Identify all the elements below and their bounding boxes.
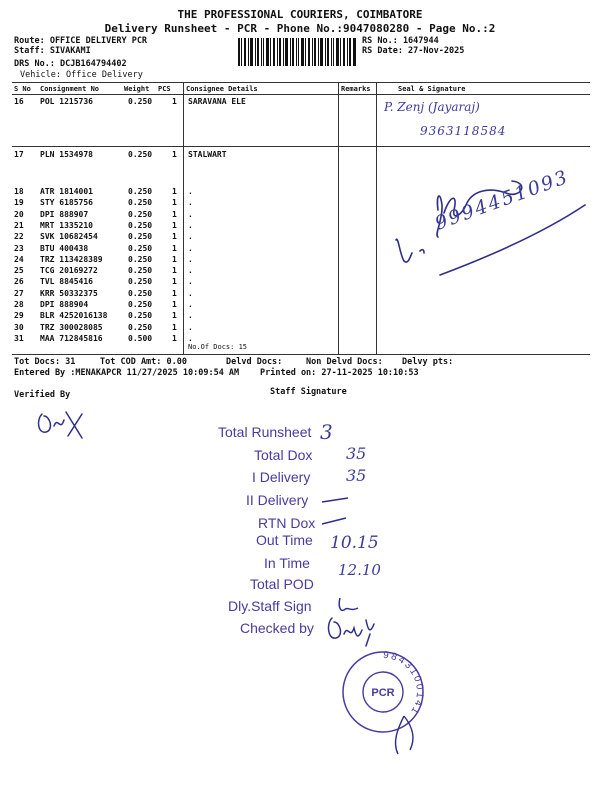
row-weight: 0.250 (128, 232, 153, 242)
row-consignment-no: ATR 1814001 (40, 187, 93, 196)
row-consignment-no: TRZ 300028085 (40, 322, 103, 332)
row-consignment-no: MRT 1335210 (40, 220, 93, 230)
vehicle-label: Vehicle: Office Delivery (20, 70, 143, 80)
row-consignment-no: KRR 50332375 (40, 288, 98, 298)
row-sno: 16 (14, 97, 24, 106)
value-total-runsheet: 3 (320, 420, 333, 444)
stamp-ii-delivery: II Delivery (246, 492, 309, 508)
value-total-dox: 35 (346, 444, 367, 463)
row-pcs: 1 (172, 232, 177, 242)
row-consignee: . (188, 300, 193, 309)
header-weight: Weight (124, 85, 150, 93)
value-rtn-dox-dash (316, 512, 356, 532)
row-pcs: 1 (172, 209, 177, 219)
row-weight: 0.250 (128, 322, 153, 332)
signature-phone-row-16: 9363118584 (420, 124, 507, 138)
value-in-time: 12.10 (338, 561, 381, 579)
signature-phone-row-17: 9994451093 (432, 165, 572, 235)
stamp-checked-by: Checked by (240, 620, 314, 636)
row-consignment-no: PLN 1534978 (40, 150, 93, 159)
delvd-docs: Delvd Docs: (226, 357, 283, 367)
tot-docs: Tot Docs: 31 (14, 357, 76, 367)
row-sno: 29 (14, 311, 24, 321)
row-pcs: 1 (172, 97, 177, 106)
row-sno: 18 (14, 187, 24, 196)
row-pcs: 1 (172, 266, 177, 276)
row-weight: 0.250 (128, 220, 153, 230)
stamp-out-time: Out Time (256, 532, 313, 548)
row-sno: 19 (14, 198, 24, 208)
row-weight: 0.250 (128, 288, 153, 298)
non-delvd-docs: Non Delvd Docs: (306, 357, 383, 367)
row-consignment-no: POL 1215736 (40, 97, 93, 106)
row-sno: 30 (14, 322, 24, 332)
table-row (0, 300, 600, 311)
row-pcs: 1 (172, 243, 177, 253)
row-weight: 0.250 (128, 254, 153, 264)
value-i-delivery: 35 (346, 466, 367, 485)
row-pcs: 1 (172, 333, 177, 343)
tot-cod-amt: Tot COD Amt: 0.00 (100, 357, 187, 367)
row-consignee: . (188, 232, 193, 242)
row-sno: 22 (14, 232, 24, 242)
row-consignee: . (188, 322, 193, 332)
row-consignee: . (188, 198, 193, 208)
row-pcs: 1 (172, 300, 177, 309)
row-pcs: 1 (172, 150, 177, 159)
row-pcs: 1 (172, 277, 177, 287)
value-checked-by-signature (322, 612, 382, 648)
runsheet-title: Delivery Runsheet - PCR - Phone No.:9047080280 - Page No.:2 (104, 22, 496, 35)
delvy-pts: Delvy pts: (402, 357, 454, 367)
header-seal-signature: Seal & Signature (398, 85, 466, 93)
row-consignee: . (188, 254, 193, 264)
rs-number: RS No.: 1647944 (362, 36, 439, 46)
table-row (0, 311, 600, 322)
row-consignee: . (188, 288, 193, 298)
seal-ring-text: 9843100141 (382, 649, 426, 718)
row-consignment-no: SVK 10682454 (40, 232, 98, 242)
row-consignment-no: MAA 712845816 (40, 333, 103, 343)
header-pcs: PCS (158, 85, 171, 93)
printed-on: Printed on: 27-11-2025 10:10:53 (260, 368, 419, 378)
table-bottom-border (12, 354, 590, 355)
row-pcs: 1 (172, 254, 177, 264)
row-weight: 0.250 (128, 300, 153, 309)
row-sno: 17 (14, 150, 24, 159)
row-sno: 25 (14, 266, 24, 276)
row-consignment-no: STY 6185756 (40, 198, 93, 208)
table-row (0, 150, 600, 161)
row-consignee: . (188, 243, 193, 253)
row-weight: 0.500 (128, 333, 153, 343)
staff-signature-label: Staff Signature (270, 387, 347, 397)
row-sno: 21 (14, 220, 24, 230)
stamp-dly-staff-sign: Dly.Staff Sign (228, 598, 312, 614)
stamp-total-pod: Total POD (250, 576, 314, 592)
verified-signature (32, 406, 92, 446)
seal-center-text: PCR (371, 687, 395, 699)
row-consignment-no: TVL 8845416 (40, 277, 93, 287)
rs-date: RS Date: 27-Nov-2025 (362, 46, 465, 56)
row-weight: 0.250 (128, 209, 153, 219)
row-pcs: 1 (172, 198, 177, 208)
row-sno: 26 (14, 277, 24, 287)
row-divider (12, 146, 590, 147)
row-pcs: 1 (172, 288, 177, 298)
row-consignment-no: DPI 888907 (40, 209, 89, 219)
row-sno: 27 (14, 288, 24, 298)
value-out-time: 10.15 (330, 533, 379, 553)
row-pcs: 1 (172, 311, 177, 321)
pcr-round-seal (338, 646, 428, 756)
header-consignment: Consignment No (40, 85, 100, 93)
row-sno: 20 (14, 209, 24, 219)
row-consignment-no: TRZ 113428389 (40, 254, 103, 264)
table-header-border (12, 94, 590, 95)
verified-by-label: Verified By (14, 390, 71, 400)
table-row (0, 323, 600, 334)
row-pcs: 1 (172, 220, 177, 230)
company-name: THE PROFESSIONAL COURIERS, COIMBATORE (177, 8, 423, 21)
row-sno: 23 (14, 243, 24, 253)
row-weight: 0.250 (128, 277, 153, 287)
row-consignee: . (188, 209, 193, 219)
row-weight: 0.250 (128, 311, 153, 321)
row-consignee: . (188, 277, 193, 287)
row-consignment-no: BTU 400438 (40, 243, 89, 253)
row-sno: 24 (14, 254, 24, 264)
row-consignee: . (188, 266, 193, 276)
row-weight: 0.250 (128, 266, 153, 276)
header-sno: S No (14, 85, 31, 93)
header-consignee: Consignee Details (186, 85, 258, 93)
row-pcs: 1 (172, 322, 177, 332)
row-weight: 0.250 (128, 198, 153, 208)
table-row (0, 334, 600, 345)
route-label: Route: OFFICE DELIVERY PCR (14, 36, 148, 46)
drs-number: DRS No.: DCJB164794402 (14, 59, 127, 69)
row-sno: 31 (14, 333, 24, 343)
barcode (238, 38, 356, 66)
row-weight: 0.250 (128, 243, 153, 253)
row-consignee: STALWART (188, 150, 227, 159)
row-consignee: . (188, 333, 193, 343)
table-row (0, 289, 600, 300)
row-weight: 0.250 (128, 187, 153, 196)
row-weight: 0.250 (128, 97, 153, 106)
staff-label: Staff: SIVAKAMI (14, 46, 91, 56)
row-consignee: . (188, 311, 193, 321)
row-consignment-no: TCG 20169272 (40, 266, 98, 276)
row-consignee: . (188, 187, 193, 196)
table-top-border (12, 82, 590, 83)
header-remarks: Remarks (341, 85, 371, 93)
stamp-total-runsheet: Total Runsheet (218, 424, 312, 440)
stamp-i-delivery: I Delivery (252, 469, 311, 485)
stamp-total-dox: Total Dox (254, 447, 313, 463)
row-pcs: 1 (172, 187, 177, 196)
stamp-rtn-dox: RTN Dox (258, 515, 316, 531)
row-consignment-no: BLR 4252016138 (40, 311, 108, 321)
row-consignment-no: DPI 888904 (40, 300, 89, 309)
row-consignee: SARAVANA ELE (188, 97, 246, 106)
row-consignee: . (188, 220, 193, 230)
signature-row-16: P. Zenj (Jayaraj) (384, 100, 480, 114)
no-of-docs: No.Of Docs: 15 (188, 343, 248, 351)
entered-by: Entered By :MENAKAPCR 11/27/2025 10:09:54 AM (14, 368, 240, 378)
table-row (0, 97, 600, 108)
stamp-in-time: In Time (264, 555, 310, 571)
row-weight: 0.250 (128, 150, 153, 159)
row-sno: 28 (14, 300, 24, 309)
